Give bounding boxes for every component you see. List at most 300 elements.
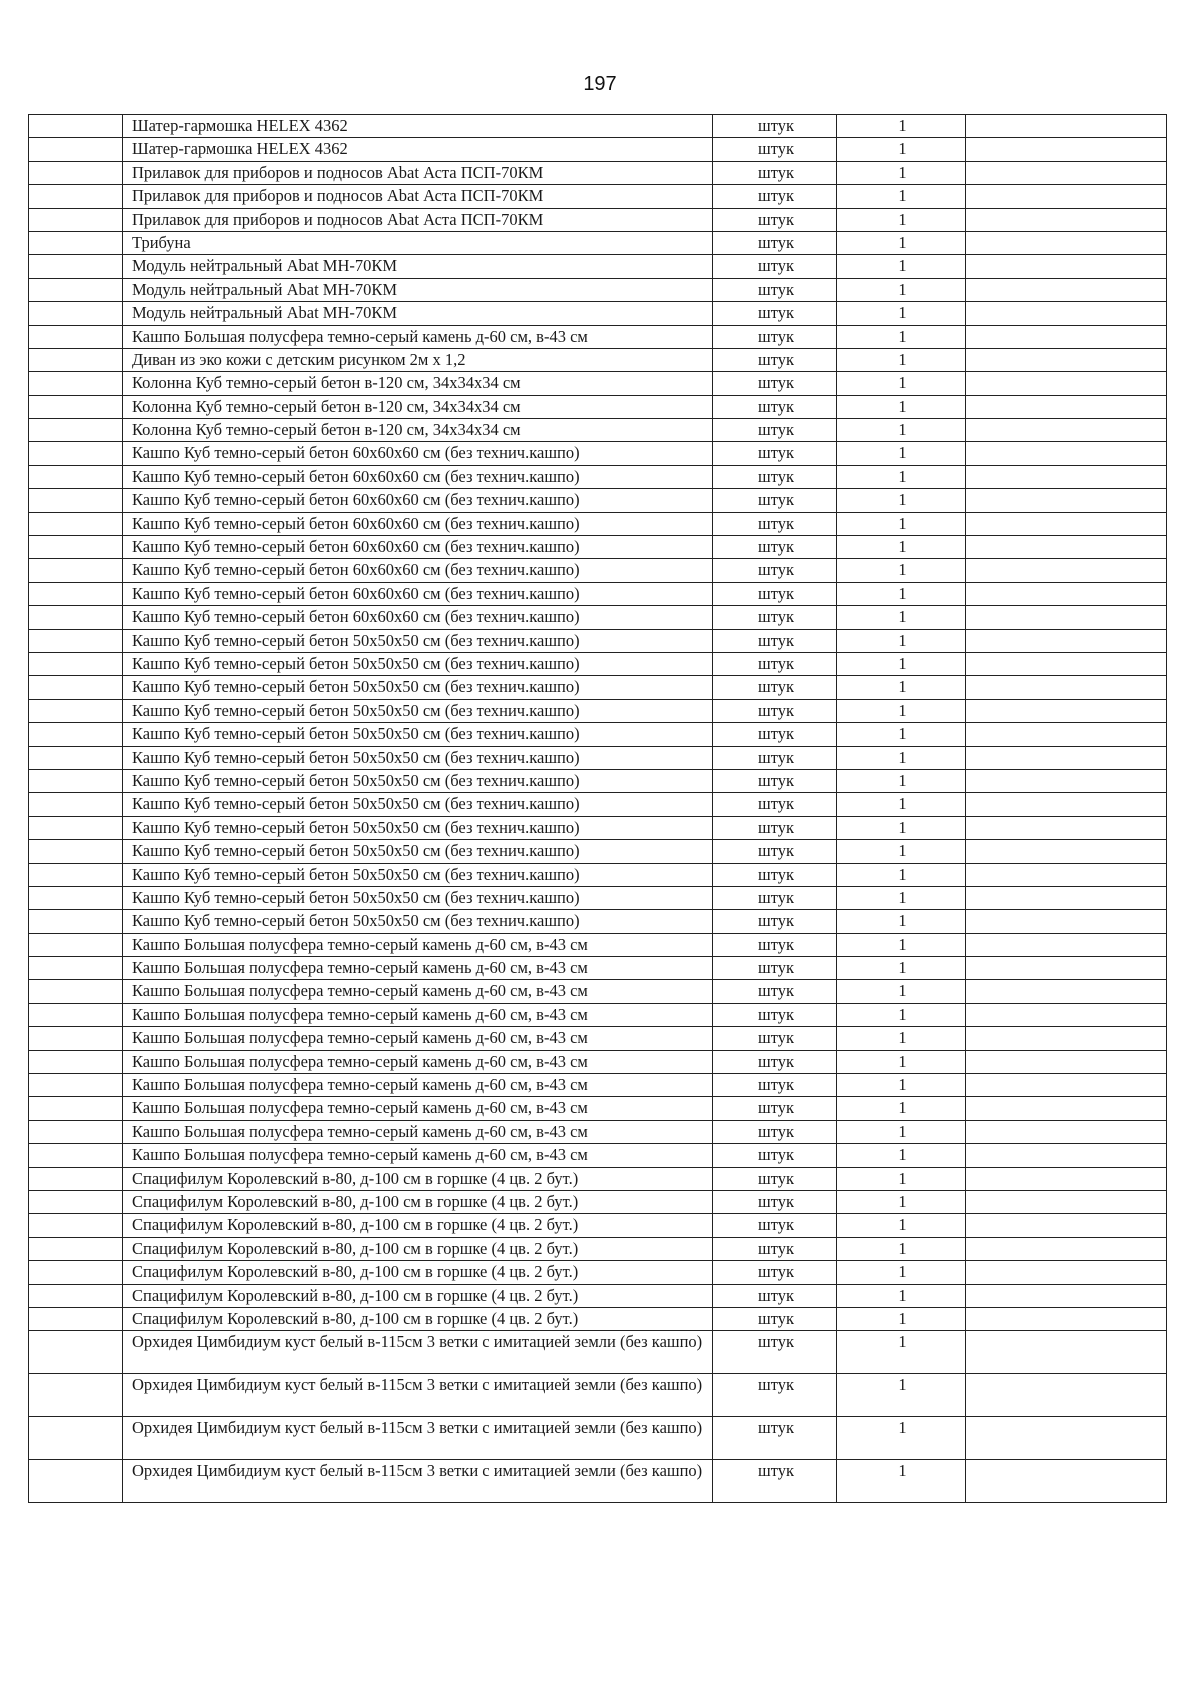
table-row [29,442,1167,465]
note-cell [966,395,1167,418]
table-row [29,1074,1167,1097]
table-row [29,910,1167,933]
note-cell [966,582,1167,605]
table-row [29,723,1167,746]
table-row [29,863,1167,886]
quantity-cell: 1 [837,348,966,371]
item-name-cell: Орхидея Цимбидиум куст белый в-115см 3 ветки с имитацией земли (без кашпо) [123,1331,713,1374]
note-cell [966,536,1167,559]
unit-cell: штук [713,886,837,909]
unit-cell: штук [713,980,837,1003]
unit-cell: штук [713,442,837,465]
table-row [29,372,1167,395]
item-name-cell: Прилавок для приборов и подносов Abat Аста ПСП-70КМ [123,161,713,184]
quantity-cell: 1 [837,419,966,442]
unit-cell: штук [713,1027,837,1050]
unit-cell: штук [713,1237,837,1260]
table-row [29,1374,1167,1417]
item-name-cell: Кашпо Куб темно-серый бетон 50х50х50 см (без технич.кашпо) [123,816,713,839]
unit-cell: штук [713,302,837,325]
quantity-cell: 1 [837,1190,966,1213]
note-cell [966,161,1167,184]
quantity-cell: 1 [837,559,966,582]
table-row [29,1307,1167,1330]
table-row [29,208,1167,231]
table-row [29,793,1167,816]
row-number-cell [29,185,123,208]
unit-cell: штук [713,419,837,442]
quantity-cell: 1 [837,1074,966,1097]
note-cell [966,255,1167,278]
item-name-cell: Кашпо Куб темно-серый бетон 60х60х60 см (без технич.кашпо) [123,489,713,512]
note-cell [966,629,1167,652]
item-name-cell: Кашпо Куб темно-серый бетон 50х50х50 см (без технич.кашпо) [123,793,713,816]
note-cell [966,489,1167,512]
row-number-cell [29,886,123,909]
unit-cell: штук [713,489,837,512]
unit-cell: штук [713,208,837,231]
item-name-cell: Спацифилум Королевский в-80, д-100 см в горшке (4 цв. 2 бут.) [123,1261,713,1284]
item-name-cell: Орхидея Цимбидиум куст белый в-115см 3 ветки с имитацией земли (без кашпо) [123,1460,713,1503]
table-row [29,652,1167,675]
quantity-cell: 1 [837,699,966,722]
unit-cell: штук [713,161,837,184]
note-cell [966,746,1167,769]
item-name-cell: Кашпо Куб темно-серый бетон 50х50х50 см (без технич.кашпо) [123,746,713,769]
unit-cell: штук [713,1307,837,1330]
note-cell [966,1417,1167,1460]
item-name-cell: Спацифилум Королевский в-80, д-100 см в горшке (4 цв. 2 бут.) [123,1307,713,1330]
item-name-cell: Кашпо Куб темно-серый бетон 60х60х60 см (без технич.кашпо) [123,465,713,488]
row-number-cell [29,489,123,512]
row-number-cell [29,816,123,839]
unit-cell: штук [713,769,837,792]
quantity-cell: 1 [837,1307,966,1330]
inventory-table-body [29,115,1167,1503]
item-name-cell: Колонна Куб темно-серый бетон в-120 см, 34х34х34 см [123,372,713,395]
note-cell [966,980,1167,1003]
item-name-cell: Модуль нейтральный Abat МН-70КМ [123,302,713,325]
table-row [29,1050,1167,1073]
table-row [29,1331,1167,1374]
note-cell [966,1027,1167,1050]
quantity-cell: 1 [837,231,966,254]
table-row [29,1460,1167,1503]
note-cell [966,115,1167,138]
table-row [29,886,1167,909]
unit-cell: штук [713,629,837,652]
note-cell [966,793,1167,816]
item-name-cell: Кашпо Большая полусфера темно-серый камень д-60 см, в-43 см [123,1120,713,1143]
row-number-cell [29,723,123,746]
unit-cell: штук [713,372,837,395]
item-name-cell: Кашпо Большая полусфера темно-серый камень д-60 см, в-43 см [123,980,713,1003]
note-cell [966,465,1167,488]
unit-cell: штук [713,746,837,769]
item-name-cell: Кашпо Куб темно-серый бетон 50х50х50 см (без технич.кашпо) [123,652,713,675]
quantity-cell: 1 [837,816,966,839]
unit-cell: штук [713,652,837,675]
item-name-cell: Кашпо Куб темно-серый бетон 60х60х60 см (без технич.кашпо) [123,606,713,629]
note-cell [966,957,1167,980]
row-number-cell [29,652,123,675]
row-number-cell [29,1417,123,1460]
note-cell [966,1074,1167,1097]
row-number-cell [29,793,123,816]
item-name-cell: Кашпо Большая полусфера темно-серый камень д-60 см, в-43 см [123,1097,713,1120]
row-number-cell [29,395,123,418]
table-row [29,255,1167,278]
table-row [29,606,1167,629]
quantity-cell: 1 [837,1261,966,1284]
unit-cell: штук [713,1167,837,1190]
row-number-cell [29,255,123,278]
unit-cell: штук [713,1417,837,1460]
item-name-cell: Кашпо Куб темно-серый бетон 50х50х50 см (без технич.кашпо) [123,629,713,652]
item-name-cell: Шатер-гармошка HELEX 4362 [123,138,713,161]
item-name-cell: Кашпо Куб темно-серый бетон 60х60х60 см (без технич.кашпо) [123,442,713,465]
row-number-cell [29,1214,123,1237]
note-cell [966,863,1167,886]
row-number-cell [29,278,123,301]
quantity-cell: 1 [837,138,966,161]
quantity-cell: 1 [837,372,966,395]
quantity-cell: 1 [837,1331,966,1374]
row-number-cell [29,676,123,699]
quantity-cell: 1 [837,957,966,980]
table-row [29,840,1167,863]
table-row [29,559,1167,582]
row-number-cell [29,325,123,348]
row-number-cell [29,980,123,1003]
item-name-cell: Кашпо Большая полусфера темно-серый камень д-60 см, в-43 см [123,1050,713,1073]
note-cell [966,302,1167,325]
unit-cell: штук [713,676,837,699]
note-cell [966,372,1167,395]
table-row [29,957,1167,980]
table-row [29,933,1167,956]
note-cell [966,512,1167,535]
unit-cell: штук [713,348,837,371]
unit-cell: штук [713,395,837,418]
row-number-cell [29,629,123,652]
table-row [29,1167,1167,1190]
quantity-cell: 1 [837,886,966,909]
table-row [29,185,1167,208]
quantity-cell: 1 [837,840,966,863]
table-row [29,1417,1167,1460]
table-row [29,629,1167,652]
unit-cell: штук [713,512,837,535]
quantity-cell: 1 [837,512,966,535]
quantity-cell: 1 [837,652,966,675]
note-cell [966,138,1167,161]
row-number-cell [29,1460,123,1503]
unit-cell: штук [713,115,837,138]
table-row [29,1284,1167,1307]
row-number-cell [29,606,123,629]
table-row [29,769,1167,792]
unit-cell: штук [713,910,837,933]
quantity-cell: 1 [837,863,966,886]
quantity-cell: 1 [837,255,966,278]
row-number-cell [29,1003,123,1026]
row-number-cell [29,231,123,254]
row-number-cell [29,1284,123,1307]
unit-cell: штук [713,1074,837,1097]
item-name-cell: Кашпо Большая полусфера темно-серый камень д-60 см, в-43 см [123,1027,713,1050]
table-row [29,115,1167,138]
quantity-cell: 1 [837,395,966,418]
unit-cell: штук [713,699,837,722]
item-name-cell: Кашпо Куб темно-серый бетон 50х50х50 см (без технич.кашпо) [123,840,713,863]
table-row [29,699,1167,722]
item-name-cell: Спацифилум Королевский в-80, д-100 см в горшке (4 цв. 2 бут.) [123,1237,713,1260]
note-cell [966,840,1167,863]
item-name-cell: Прилавок для приборов и подносов Abat Аста ПСП-70КМ [123,185,713,208]
note-cell [966,559,1167,582]
item-name-cell: Прилавок для приборов и подносов Abat Аста ПСП-70КМ [123,208,713,231]
unit-cell: штук [713,1284,837,1307]
row-number-cell [29,161,123,184]
row-number-cell [29,1050,123,1073]
item-name-cell: Модуль нейтральный Abat МН-70КМ [123,255,713,278]
note-cell [966,1261,1167,1284]
note-cell [966,1167,1167,1190]
table-row [29,325,1167,348]
note-cell [966,1120,1167,1143]
table-row [29,1144,1167,1167]
item-name-cell: Кашпо Куб темно-серый бетон 50х50х50 см (без технич.кашпо) [123,886,713,909]
unit-cell: штук [713,1261,837,1284]
item-name-cell: Кашпо Куб темно-серый бетон 60х60х60 см (без технич.кашпо) [123,559,713,582]
row-number-cell [29,582,123,605]
row-number-cell [29,933,123,956]
row-number-cell [29,1190,123,1213]
table-row [29,419,1167,442]
quantity-cell: 1 [837,793,966,816]
page-number: 197 [583,73,617,95]
unit-cell: штук [713,816,837,839]
unit-cell: штук [713,1097,837,1120]
item-name-cell: Кашпо Большая полусфера темно-серый камень д-60 см, в-43 см [123,1144,713,1167]
item-name-cell: Колонна Куб темно-серый бетон в-120 см, 34х34х34 см [123,395,713,418]
note-cell [966,278,1167,301]
quantity-cell: 1 [837,115,966,138]
note-cell [966,325,1167,348]
table-row [29,816,1167,839]
unit-cell: штук [713,325,837,348]
quantity-cell: 1 [837,910,966,933]
unit-cell: штук [713,1374,837,1417]
quantity-cell: 1 [837,302,966,325]
row-number-cell [29,1307,123,1330]
unit-cell: штук [713,1214,837,1237]
unit-cell: штук [713,185,837,208]
item-name-cell: Колонна Куб темно-серый бетон в-120 см, 34х34х34 см [123,419,713,442]
unit-cell: штук [713,1120,837,1143]
row-number-cell [29,442,123,465]
quantity-cell: 1 [837,1027,966,1050]
quantity-cell: 1 [837,278,966,301]
note-cell [966,1284,1167,1307]
quantity-cell: 1 [837,769,966,792]
item-name-cell: Трибуна [123,231,713,254]
table-row [29,1237,1167,1260]
note-cell [966,442,1167,465]
unit-cell: штук [713,933,837,956]
quantity-cell: 1 [837,1417,966,1460]
note-cell [966,1331,1167,1374]
unit-cell: штук [713,723,837,746]
quantity-cell: 1 [837,1144,966,1167]
item-name-cell: Кашпо Большая полусфера темно-серый камень д-60 см, в-43 см [123,1074,713,1097]
note-cell [966,1144,1167,1167]
note-cell [966,1097,1167,1120]
table-row [29,536,1167,559]
note-cell [966,933,1167,956]
inventory-table [28,114,1167,1503]
table-row [29,348,1167,371]
unit-cell: штук [713,1050,837,1073]
table-row [29,489,1167,512]
quantity-cell: 1 [837,746,966,769]
row-number-cell [29,1261,123,1284]
row-number-cell [29,115,123,138]
row-number-cell [29,1144,123,1167]
quantity-cell: 1 [837,1284,966,1307]
unit-cell: штук [713,231,837,254]
item-name-cell: Модуль нейтральный Abat МН-70КМ [123,278,713,301]
item-name-cell: Кашпо Куб темно-серый бетон 50х50х50 см (без технич.кашпо) [123,863,713,886]
unit-cell: штук [713,1144,837,1167]
unit-cell: штук [713,255,837,278]
table-row [29,980,1167,1003]
row-number-cell [29,512,123,535]
note-cell [966,1307,1167,1330]
row-number-cell [29,208,123,231]
row-number-cell [29,302,123,325]
table-row [29,465,1167,488]
note-cell [966,208,1167,231]
table-row [29,1261,1167,1284]
table-row [29,278,1167,301]
unit-cell: штук [713,1331,837,1374]
note-cell [966,419,1167,442]
unit-cell: штук [713,606,837,629]
note-cell [966,1050,1167,1073]
unit-cell: штук [713,138,837,161]
row-number-cell [29,863,123,886]
table-row [29,746,1167,769]
table-row [29,1190,1167,1213]
unit-cell: штук [713,465,837,488]
quantity-cell: 1 [837,185,966,208]
table-row [29,302,1167,325]
item-name-cell: Кашпо Куб темно-серый бетон 50х50х50 см (без технич.кашпо) [123,769,713,792]
row-number-cell [29,746,123,769]
row-number-cell [29,840,123,863]
row-number-cell [29,1167,123,1190]
item-name-cell: Кашпо Большая полусфера темно-серый камень д-60 см, в-43 см [123,957,713,980]
table-row [29,1027,1167,1050]
item-name-cell: Спацифилум Королевский в-80, д-100 см в горшке (4 цв. 2 бут.) [123,1190,713,1213]
item-name-cell: Шатер-гармошка HELEX 4362 [123,115,713,138]
quantity-cell: 1 [837,676,966,699]
row-number-cell [29,699,123,722]
item-name-cell: Кашпо Куб темно-серый бетон 50х50х50 см (без технич.кашпо) [123,910,713,933]
quantity-cell: 1 [837,1374,966,1417]
row-number-cell [29,957,123,980]
note-cell [966,1003,1167,1026]
item-name-cell: Кашпо Большая полусфера темно-серый камень д-60 см, в-43 см [123,933,713,956]
item-name-cell: Кашпо Большая полусфера темно-серый камень д-60 см, в-43 см [123,325,713,348]
table-row [29,1120,1167,1143]
table-row [29,161,1167,184]
row-number-cell [29,372,123,395]
unit-cell: штук [713,863,837,886]
quantity-cell: 1 [837,1237,966,1260]
note-cell [966,606,1167,629]
quantity-cell: 1 [837,723,966,746]
note-cell [966,1374,1167,1417]
item-name-cell: Кашпо Куб темно-серый бетон 50х50х50 см (без технич.кашпо) [123,699,713,722]
item-name-cell: Спацифилум Королевский в-80, д-100 см в горшке (4 цв. 2 бут.) [123,1214,713,1237]
quantity-cell: 1 [837,980,966,1003]
note-cell [966,231,1167,254]
unit-cell: штук [713,793,837,816]
quantity-cell: 1 [837,325,966,348]
table-row [29,138,1167,161]
item-name-cell: Орхидея Цимбидиум куст белый в-115см 3 ветки с имитацией земли (без кашпо) [123,1374,713,1417]
table-row [29,1097,1167,1120]
item-name-cell: Кашпо Куб темно-серый бетон 50х50х50 см (без технич.кашпо) [123,676,713,699]
item-name-cell: Кашпо Куб темно-серый бетон 50х50х50 см (без технич.кашпо) [123,723,713,746]
unit-cell: штук [713,957,837,980]
unit-cell: штук [713,582,837,605]
row-number-cell [29,419,123,442]
quantity-cell: 1 [837,1003,966,1026]
row-number-cell [29,1331,123,1374]
quantity-cell: 1 [837,489,966,512]
quantity-cell: 1 [837,1120,966,1143]
note-cell [966,699,1167,722]
row-number-cell [29,910,123,933]
quantity-cell: 1 [837,582,966,605]
quantity-cell: 1 [837,442,966,465]
quantity-cell: 1 [837,606,966,629]
item-name-cell: Кашпо Куб темно-серый бетон 60х60х60 см (без технич.кашпо) [123,536,713,559]
note-cell [966,769,1167,792]
note-cell [966,1460,1167,1503]
note-cell [966,816,1167,839]
unit-cell: штук [713,536,837,559]
note-cell [966,676,1167,699]
row-number-cell [29,348,123,371]
row-number-cell [29,1097,123,1120]
table-row [29,582,1167,605]
item-name-cell: Диван из эко кожи с детским рисунком 2м х 1,2 [123,348,713,371]
quantity-cell: 1 [837,1214,966,1237]
item-name-cell: Кашпо Куб темно-серый бетон 60х60х60 см (без технич.кашпо) [123,582,713,605]
quantity-cell: 1 [837,933,966,956]
note-cell [966,1214,1167,1237]
table-row [29,512,1167,535]
quantity-cell: 1 [837,629,966,652]
quantity-cell: 1 [837,1167,966,1190]
quantity-cell: 1 [837,465,966,488]
item-name-cell: Спацифилум Королевский в-80, д-100 см в горшке (4 цв. 2 бут.) [123,1284,713,1307]
